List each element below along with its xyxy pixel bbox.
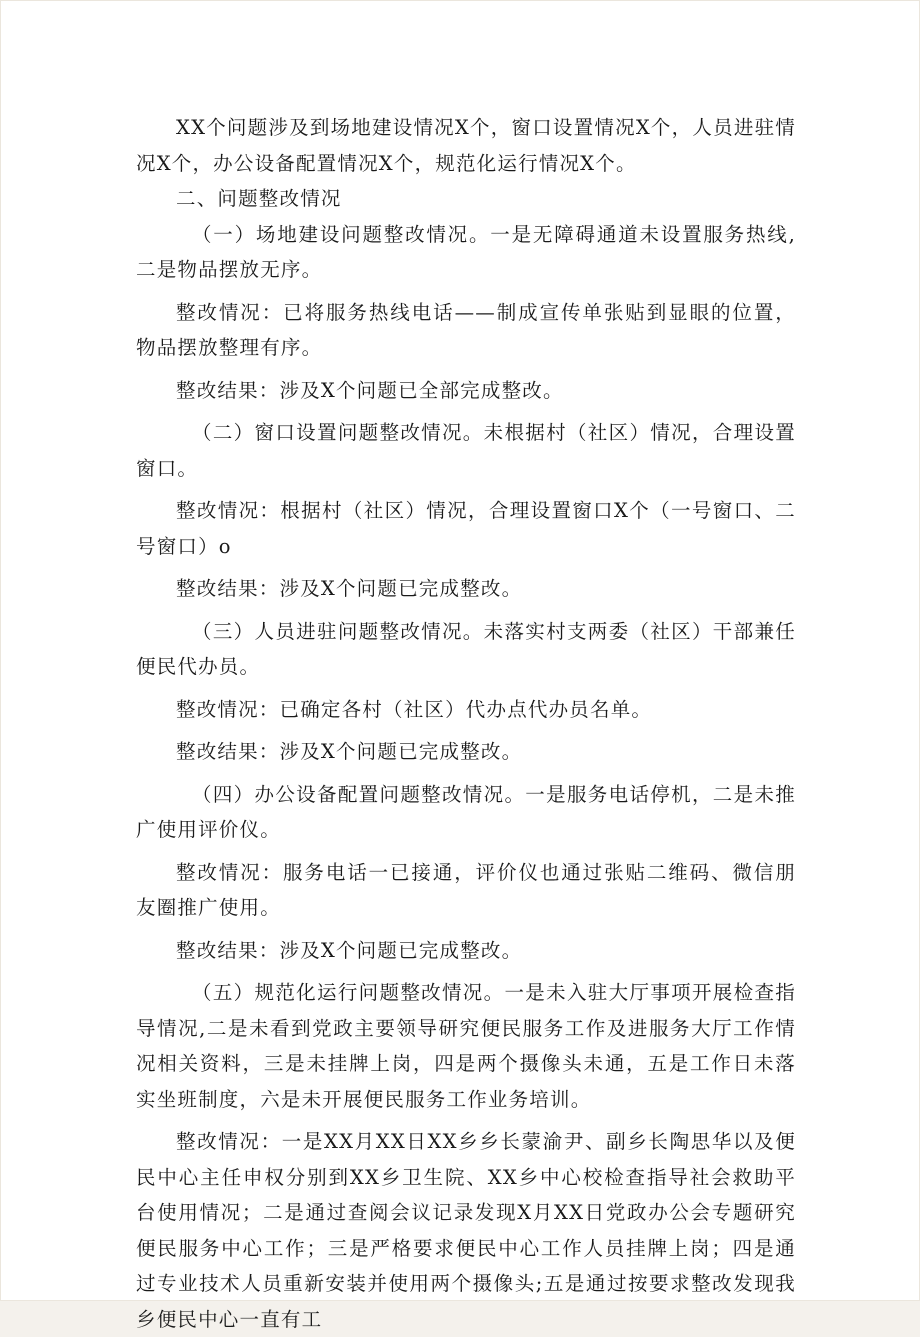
- paragraph-equipment-rectification: 整改情况：服务电话一已接通，评价仪也通过张贴二维码、微信朋友圈推广使用。: [136, 860, 796, 919]
- paragraph-operation-rectification: 整改情况：一是XX月XX日XX乡乡长蒙渝尹、副乡长陶思华以及便民中心主任申权分别到XX乡卫生院、XX乡中心校检查指导社会救助平台使用情况；二是通过查阅会议记录发现X月XX日党政办公会专题研究便民服务中心工作；三是严格要求便民中心工作人员挂牌上岗；四是通过专业技术人员重新安装并使用两个摄像头;五是通过按要求整改发现我乡便民中心一直有工: [136, 1130, 796, 1331]
- paragraph-equipment-result: 整改结果：涉及X个问题已完成整改。: [176, 938, 523, 962]
- paragraph-site-rectification: 整改情况：已将服务热线电话——制成宣传单张贴到显眼的位置，物品摆放整理有序。: [136, 300, 796, 359]
- paragraph-site-construction-issue: （一）场地建设问题整改情况。一是无障碍通道未设置服务热线,二是物品摆放无序。: [136, 222, 796, 281]
- paragraph-staffing-rectification: 整改情况：已确定各村（社区）代办点代办员名单。: [176, 697, 653, 721]
- paragraph-staffing-result: 整改结果：涉及X个问题已完成整改。: [176, 740, 523, 763]
- paragraph-site-result: 整改结果：涉及X个问题已全部完成整改。: [176, 378, 564, 402]
- paragraph-staffing-issue: （三）人员进驻问题整改情况。未落实村支两委（社区）干部兼任便民代办员。: [136, 619, 796, 678]
- paragraph-equipment-issue: （四）办公设备配置问题整改情况。一是服务电话停机，二是未推广使用评价仪。: [136, 782, 796, 841]
- paragraph-issue-summary: XX个问题涉及到场地建设情况X个，窗口设置情况X个，人员进驻情况X个，办公设备配置情况X个，规范化运行情况X个。: [136, 116, 796, 175]
- section-heading-rectification: 二、问题整改情况: [176, 187, 342, 210]
- paragraph-operation-issue: （五）规范化运行问题整改情况。一是未入驻大厅事项开展检查指导情况,二是未看到党政主要领导研究便民服务工作及进服务大厅工作情况相关资料，三是未挂牌上岗，四是两个摄像头未通，五是工作日未落实坐班制度，六是未开展便民服务工作业务培训。: [136, 981, 796, 1111]
- paragraph-window-issue: （二）窗口设置问题整改情况。未根据村（社区）情况，合理设置窗口。: [136, 421, 796, 480]
- paragraph-window-rectification: 整改情况：根据村（社区）情况，合理设置窗口X个（一号窗口、二号窗口）o: [136, 499, 796, 558]
- document-body: [136, 110, 796, 1337]
- paragraph-window-result: 整改结果：涉及X个问题已完成整改。: [176, 577, 523, 600]
